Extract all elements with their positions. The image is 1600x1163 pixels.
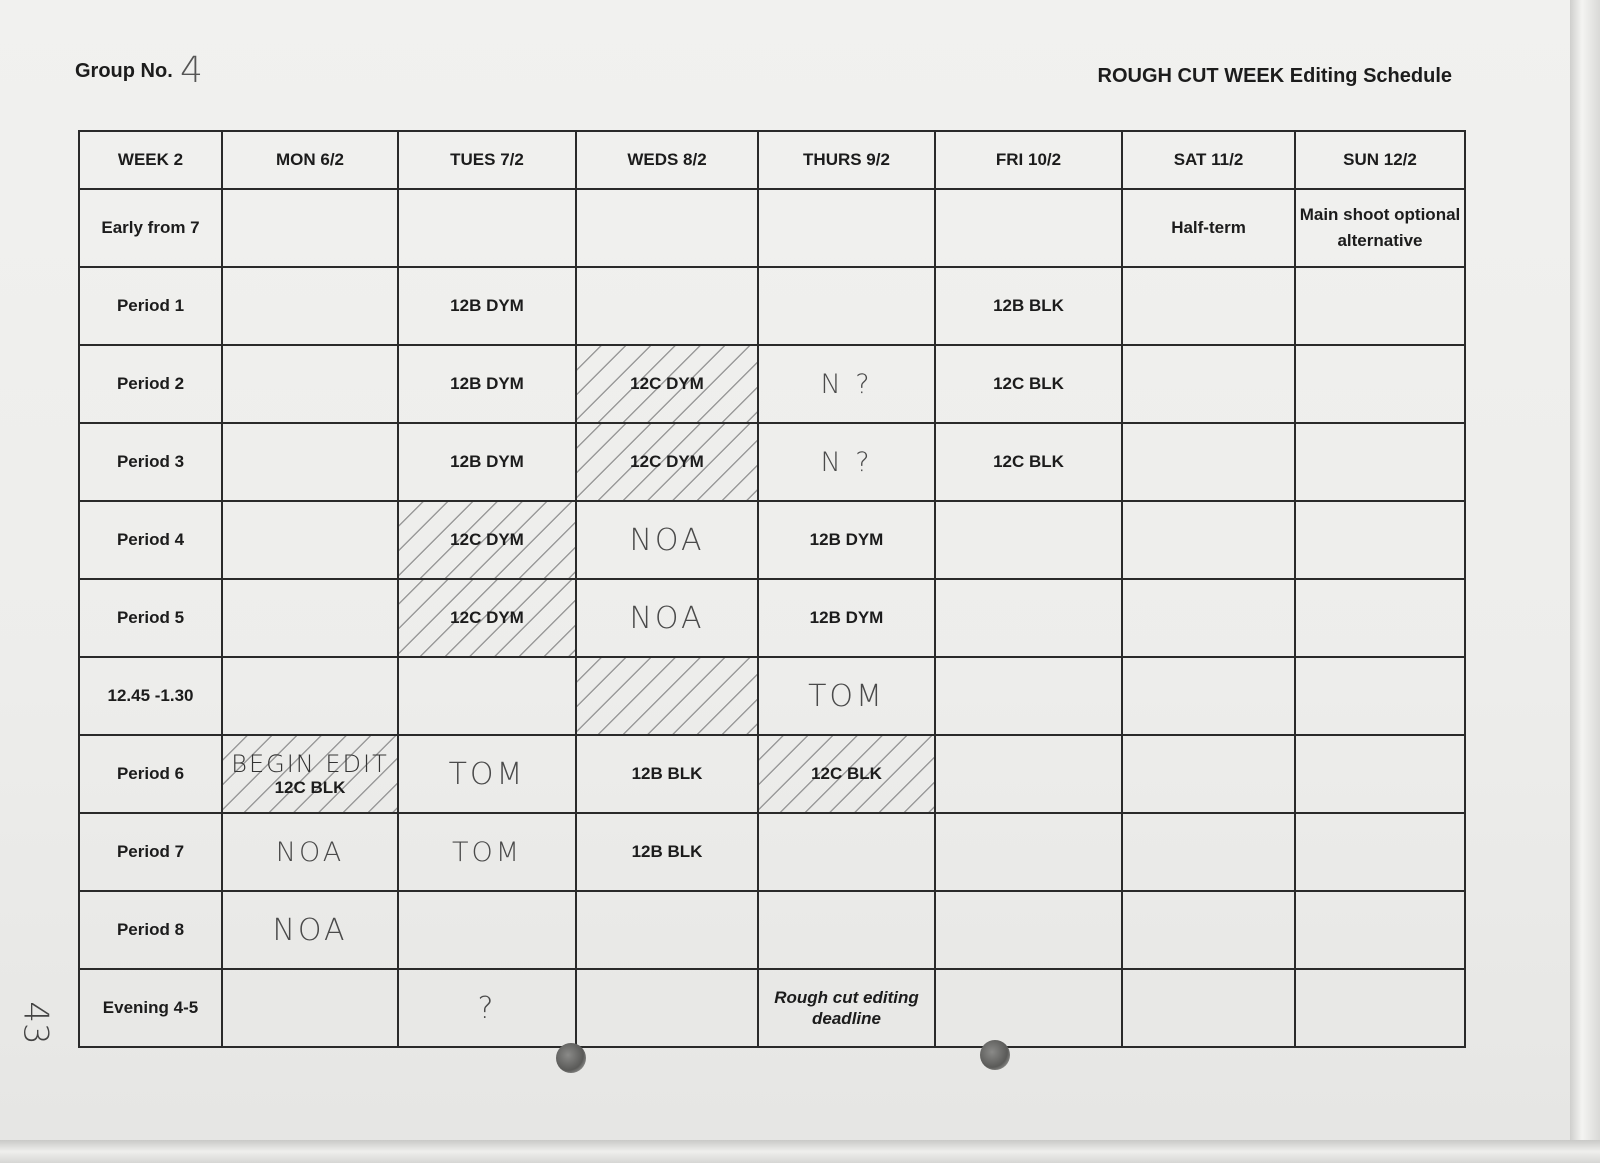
cell-wed-evening bbox=[576, 969, 758, 1047]
row-label-early: Early from 7 bbox=[79, 189, 222, 267]
cell-fri-p5 bbox=[935, 579, 1122, 657]
cell-sat-p5 bbox=[1122, 579, 1295, 657]
row-lunch bbox=[79, 657, 1465, 735]
cell-fri-p6 bbox=[935, 735, 1122, 813]
deadline-note: Rough cut editing deadline bbox=[758, 969, 935, 1047]
cell-wed-p5 bbox=[576, 579, 758, 657]
cell-mon-p7 bbox=[222, 813, 398, 891]
cell-mon-p2 bbox=[222, 345, 398, 423]
row-early bbox=[79, 189, 1465, 267]
cell-wed-lunch bbox=[576, 657, 758, 735]
cell-tue-p2: 12B DYM bbox=[398, 345, 576, 423]
cell-thu-p7 bbox=[758, 813, 935, 891]
row-label-period-7: Period 7 bbox=[79, 813, 222, 891]
half-term-label: Half-term bbox=[1122, 189, 1295, 267]
cell-mon-early bbox=[222, 189, 398, 267]
cell-sun-lunch bbox=[1295, 657, 1465, 735]
cell-sat-p8 bbox=[1122, 891, 1295, 969]
cell-thu-p2 bbox=[758, 345, 935, 423]
handwritten-note: TOM bbox=[808, 678, 885, 714]
row-period-3 bbox=[79, 423, 1465, 501]
cell-wed-p1 bbox=[576, 267, 758, 345]
cell-sat-p6 bbox=[1122, 735, 1295, 813]
cell-wed-p8 bbox=[576, 891, 758, 969]
cell-thu-p3 bbox=[758, 423, 935, 501]
cell-sun-p4 bbox=[1295, 501, 1465, 579]
handwritten-note: TOM bbox=[451, 836, 523, 868]
cell-fri-p8 bbox=[935, 891, 1122, 969]
col-header-mon: MON 6/2 bbox=[222, 131, 398, 189]
cell-mon-p6-text: 12C BLK bbox=[274, 778, 346, 797]
cell-sat-p2 bbox=[1122, 345, 1295, 423]
handwritten-note: BEGIN EDIT bbox=[231, 750, 389, 778]
schedule-table bbox=[78, 130, 1466, 1048]
group-number-handwritten: 4 bbox=[180, 50, 203, 91]
col-header-wed: WEDS 8/2 bbox=[576, 131, 758, 189]
row-label-period-4: Period 4 bbox=[79, 501, 222, 579]
handwritten-note: NOA bbox=[629, 600, 705, 636]
cell-sat-lunch bbox=[1122, 657, 1295, 735]
cell-sat-evening bbox=[1122, 969, 1295, 1047]
cell-tue-p8 bbox=[398, 891, 576, 969]
cell-sun-p7 bbox=[1295, 813, 1465, 891]
row-period-5 bbox=[79, 579, 1465, 657]
row-label-period-1: Period 1 bbox=[79, 267, 222, 345]
cell-wed-early bbox=[576, 189, 758, 267]
row-period-7 bbox=[79, 813, 1465, 891]
punch-hole-left bbox=[556, 1043, 586, 1073]
row-label-evening: Evening 4-5 bbox=[79, 969, 222, 1047]
col-header-week: WEEK 2 bbox=[79, 131, 222, 189]
cell-mon-p3 bbox=[222, 423, 398, 501]
cell-tue-p4: 12C DYM bbox=[398, 501, 576, 579]
handwritten-note: TOM bbox=[448, 756, 526, 792]
cell-sun-p8 bbox=[1295, 891, 1465, 969]
handwritten-note: N ? bbox=[820, 368, 873, 400]
cell-mon-p1 bbox=[222, 267, 398, 345]
handwritten-note: N ? bbox=[820, 446, 873, 478]
punch-hole-right bbox=[980, 1040, 1010, 1070]
cell-tue-p1: 12B DYM bbox=[398, 267, 576, 345]
cell-tue-lunch bbox=[398, 657, 576, 735]
cell-mon-p6 bbox=[222, 735, 398, 813]
group-label: Group No. bbox=[75, 60, 173, 82]
cell-thu-p5: 12B DYM bbox=[758, 579, 935, 657]
cell-mon-lunch bbox=[222, 657, 398, 735]
cell-tue-evening bbox=[398, 969, 576, 1047]
row-period-1 bbox=[79, 267, 1465, 345]
row-label-period-8: Period 8 bbox=[79, 891, 222, 969]
cell-fri-p2: 12C BLK bbox=[935, 345, 1122, 423]
row-period-2 bbox=[79, 345, 1465, 423]
col-header-sun: SUN 12/2 bbox=[1295, 131, 1465, 189]
row-period-6 bbox=[79, 735, 1465, 813]
cell-fri-p7 bbox=[935, 813, 1122, 891]
handwritten-question-mark: ? bbox=[477, 990, 497, 1026]
cell-fri-early bbox=[935, 189, 1122, 267]
cell-fri-p1: 12B BLK bbox=[935, 267, 1122, 345]
cell-wed-p3: 12C DYM bbox=[576, 423, 758, 501]
cell-fri-p3: 12C BLK bbox=[935, 423, 1122, 501]
cell-wed-p7: 12B BLK bbox=[576, 813, 758, 891]
col-header-sat: SAT 11/2 bbox=[1122, 131, 1295, 189]
cell-thu-p4: 12B DYM bbox=[758, 501, 935, 579]
handwritten-note: NOA bbox=[629, 522, 705, 558]
schedule-title: ROUGH CUT WEEK Editing Schedule bbox=[1097, 65, 1452, 87]
cell-tue-p5: 12C DYM bbox=[398, 579, 576, 657]
page-edge-right bbox=[1570, 0, 1600, 1163]
cell-wed-p4 bbox=[576, 501, 758, 579]
row-label-lunch: 12.45 -1.30 bbox=[79, 657, 222, 735]
header-row bbox=[79, 131, 1465, 189]
row-period-4 bbox=[79, 501, 1465, 579]
row-label-period-5: Period 5 bbox=[79, 579, 222, 657]
main-shoot-note: Main shoot optional alternative bbox=[1295, 189, 1465, 267]
page-edge-bottom bbox=[0, 1140, 1600, 1163]
cell-tue-p7 bbox=[398, 813, 576, 891]
row-label-period-6: Period 6 bbox=[79, 735, 222, 813]
cell-sun-p3 bbox=[1295, 423, 1465, 501]
row-period-8 bbox=[79, 891, 1465, 969]
cell-sun-p6 bbox=[1295, 735, 1465, 813]
cell-sun-p1 bbox=[1295, 267, 1465, 345]
cell-sun-evening bbox=[1295, 969, 1465, 1047]
cell-tue-p3: 12B DYM bbox=[398, 423, 576, 501]
cell-mon-p4 bbox=[222, 501, 398, 579]
cell-mon-p8 bbox=[222, 891, 398, 969]
row-evening bbox=[79, 969, 1465, 1047]
cell-thu-early bbox=[758, 189, 935, 267]
cell-sun-p2 bbox=[1295, 345, 1465, 423]
handwritten-note: NOA bbox=[275, 836, 345, 868]
cell-fri-p4 bbox=[935, 501, 1122, 579]
cell-thu-p6: 12C BLK bbox=[758, 735, 935, 813]
cell-thu-p8 bbox=[758, 891, 935, 969]
cell-sat-p3 bbox=[1122, 423, 1295, 501]
row-label-period-2: Period 2 bbox=[79, 345, 222, 423]
cell-sat-p1 bbox=[1122, 267, 1295, 345]
cell-thu-p1 bbox=[758, 267, 935, 345]
cell-mon-evening bbox=[222, 969, 398, 1047]
page-number-handwritten: 43 bbox=[15, 1001, 56, 1045]
col-header-fri: FRI 10/2 bbox=[935, 131, 1122, 189]
cell-fri-evening bbox=[935, 969, 1122, 1047]
cell-tue-p6 bbox=[398, 735, 576, 813]
handwritten-note: NOA bbox=[272, 912, 348, 948]
cell-sat-p4 bbox=[1122, 501, 1295, 579]
cell-mon-p5 bbox=[222, 579, 398, 657]
cell-fri-lunch bbox=[935, 657, 1122, 735]
cell-wed-p2: 12C DYM bbox=[576, 345, 758, 423]
cell-wed-p6: 12B BLK bbox=[576, 735, 758, 813]
cell-thu-lunch bbox=[758, 657, 935, 735]
cell-sun-p5 bbox=[1295, 579, 1465, 657]
col-header-thu: THURS 9/2 bbox=[758, 131, 935, 189]
col-header-tue: TUES 7/2 bbox=[398, 131, 576, 189]
row-label-period-3: Period 3 bbox=[79, 423, 222, 501]
cell-sat-p7 bbox=[1122, 813, 1295, 891]
cell-tue-early bbox=[398, 189, 576, 267]
